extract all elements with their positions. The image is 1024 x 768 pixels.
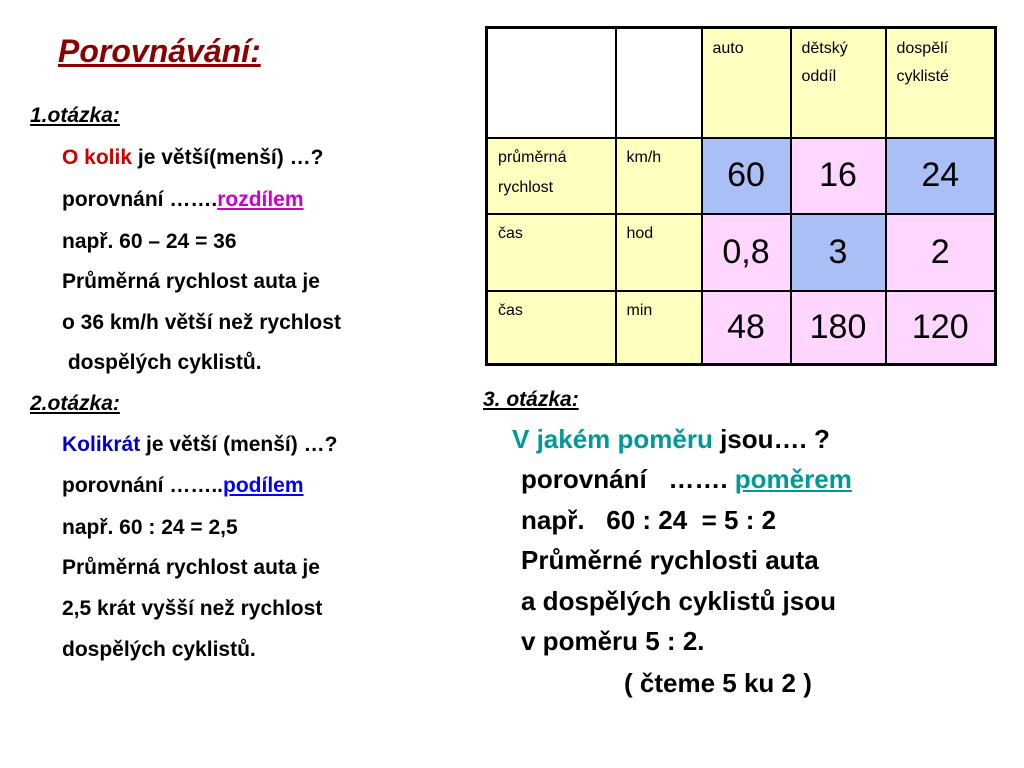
q2-line-5: 2,5 krát vyšší než rychlost	[62, 597, 323, 620]
question-1-heading: 1.otázka:	[30, 104, 120, 127]
row-label-line-1: průměrná	[498, 148, 567, 166]
q1-link-rozdilem[interactable]: rozdílem	[217, 188, 304, 211]
q1-line-4: Průměrná rychlost auta je	[62, 270, 320, 293]
q1-line-6: dospělých cyklistů.	[62, 351, 262, 374]
row-label: čas	[487, 291, 616, 365]
q1-line-2-text: porovnání …….	[62, 188, 218, 211]
cell-adult-minutes: 120	[886, 291, 996, 365]
q2-line-2-text: porovnání ……..	[62, 474, 224, 497]
q3-line-2-text: porovnání …….	[521, 464, 735, 494]
q1-line-1	[62, 146, 323, 170]
q3-link-pomerem[interactable]: poměrem	[734, 464, 852, 494]
header-adult-line-2: cyklisté	[896, 68, 949, 85]
cell-auto-speed: 60	[702, 138, 791, 214]
header-child-line-2: oddíl	[801, 68, 837, 85]
page-title: Porovnávání:	[58, 33, 261, 69]
q2-line-4: Průměrná rychlost auta je	[62, 556, 320, 579]
row-label-line-2: rychlost	[498, 178, 554, 196]
q1-line-5: o 36 km/h větší než rychlost	[62, 311, 341, 334]
q2-line-2	[62, 474, 304, 498]
header-adult-line-1: dospělí	[896, 40, 949, 57]
cell-child-hours: 3	[791, 214, 886, 291]
comparison-table	[485, 26, 997, 366]
q2-keyword: Kolikrát	[62, 433, 141, 456]
row-unit: hod	[616, 214, 702, 291]
table-row	[487, 138, 996, 214]
row-label: čas	[487, 214, 616, 291]
cell-auto-hours: 0,8	[702, 214, 791, 291]
table-header-row	[487, 28, 996, 138]
q2-link-podilem[interactable]: podílem	[223, 474, 304, 497]
q1-line-3: např. 60 – 24 = 36	[62, 230, 237, 253]
q3-line-6: v poměru 5 : 2.	[521, 626, 705, 656]
q2-line-1	[62, 433, 337, 457]
row-unit: km/h	[616, 138, 702, 214]
cell-adult-speed: 24	[886, 138, 996, 214]
q3-line-1	[512, 424, 830, 455]
header-child-line-1: dětský	[801, 40, 848, 57]
q2-line-6: dospělých cyklistů.	[62, 638, 256, 661]
table-row	[487, 214, 996, 291]
q3-line-1-rest: jsou…. ?	[712, 424, 830, 454]
q3-line-2	[521, 464, 852, 495]
row-unit: min	[616, 291, 702, 365]
q3-keyword: V jakém poměru	[512, 424, 713, 454]
q1-line-1-rest: je větší(menší) …?	[132, 146, 324, 169]
question-3-heading: 3. otázka:	[483, 388, 579, 411]
header-child-group	[791, 28, 886, 138]
q3-line-3: např. 60 : 24 = 5 : 2	[521, 505, 777, 535]
q3-line-4: Průměrné rychlosti auta	[521, 545, 819, 575]
header-auto: auto	[702, 28, 791, 138]
q1-line-2	[62, 188, 304, 212]
q2-line-1-rest: je větší (menší) …?	[140, 433, 338, 456]
header-adult-cyclists	[886, 28, 996, 138]
q3-line-7: ( čteme 5 ku 2 )	[624, 668, 812, 698]
table-corner-cell-2	[616, 28, 702, 138]
question-2-heading: 2.otázka:	[30, 392, 120, 415]
row-label	[487, 138, 616, 214]
q2-line-3: např. 60 : 24 = 2,5	[62, 516, 238, 539]
cell-child-speed: 16	[791, 138, 886, 214]
q3-line-5: a dospělých cyklistů jsou	[521, 586, 836, 616]
cell-auto-minutes: 48	[702, 291, 791, 365]
cell-child-minutes: 180	[791, 291, 886, 365]
q1-keyword: O kolik	[62, 146, 133, 169]
cell-adult-hours: 2	[886, 214, 996, 291]
table-corner-cell-1	[487, 28, 616, 138]
table-row	[487, 291, 996, 365]
